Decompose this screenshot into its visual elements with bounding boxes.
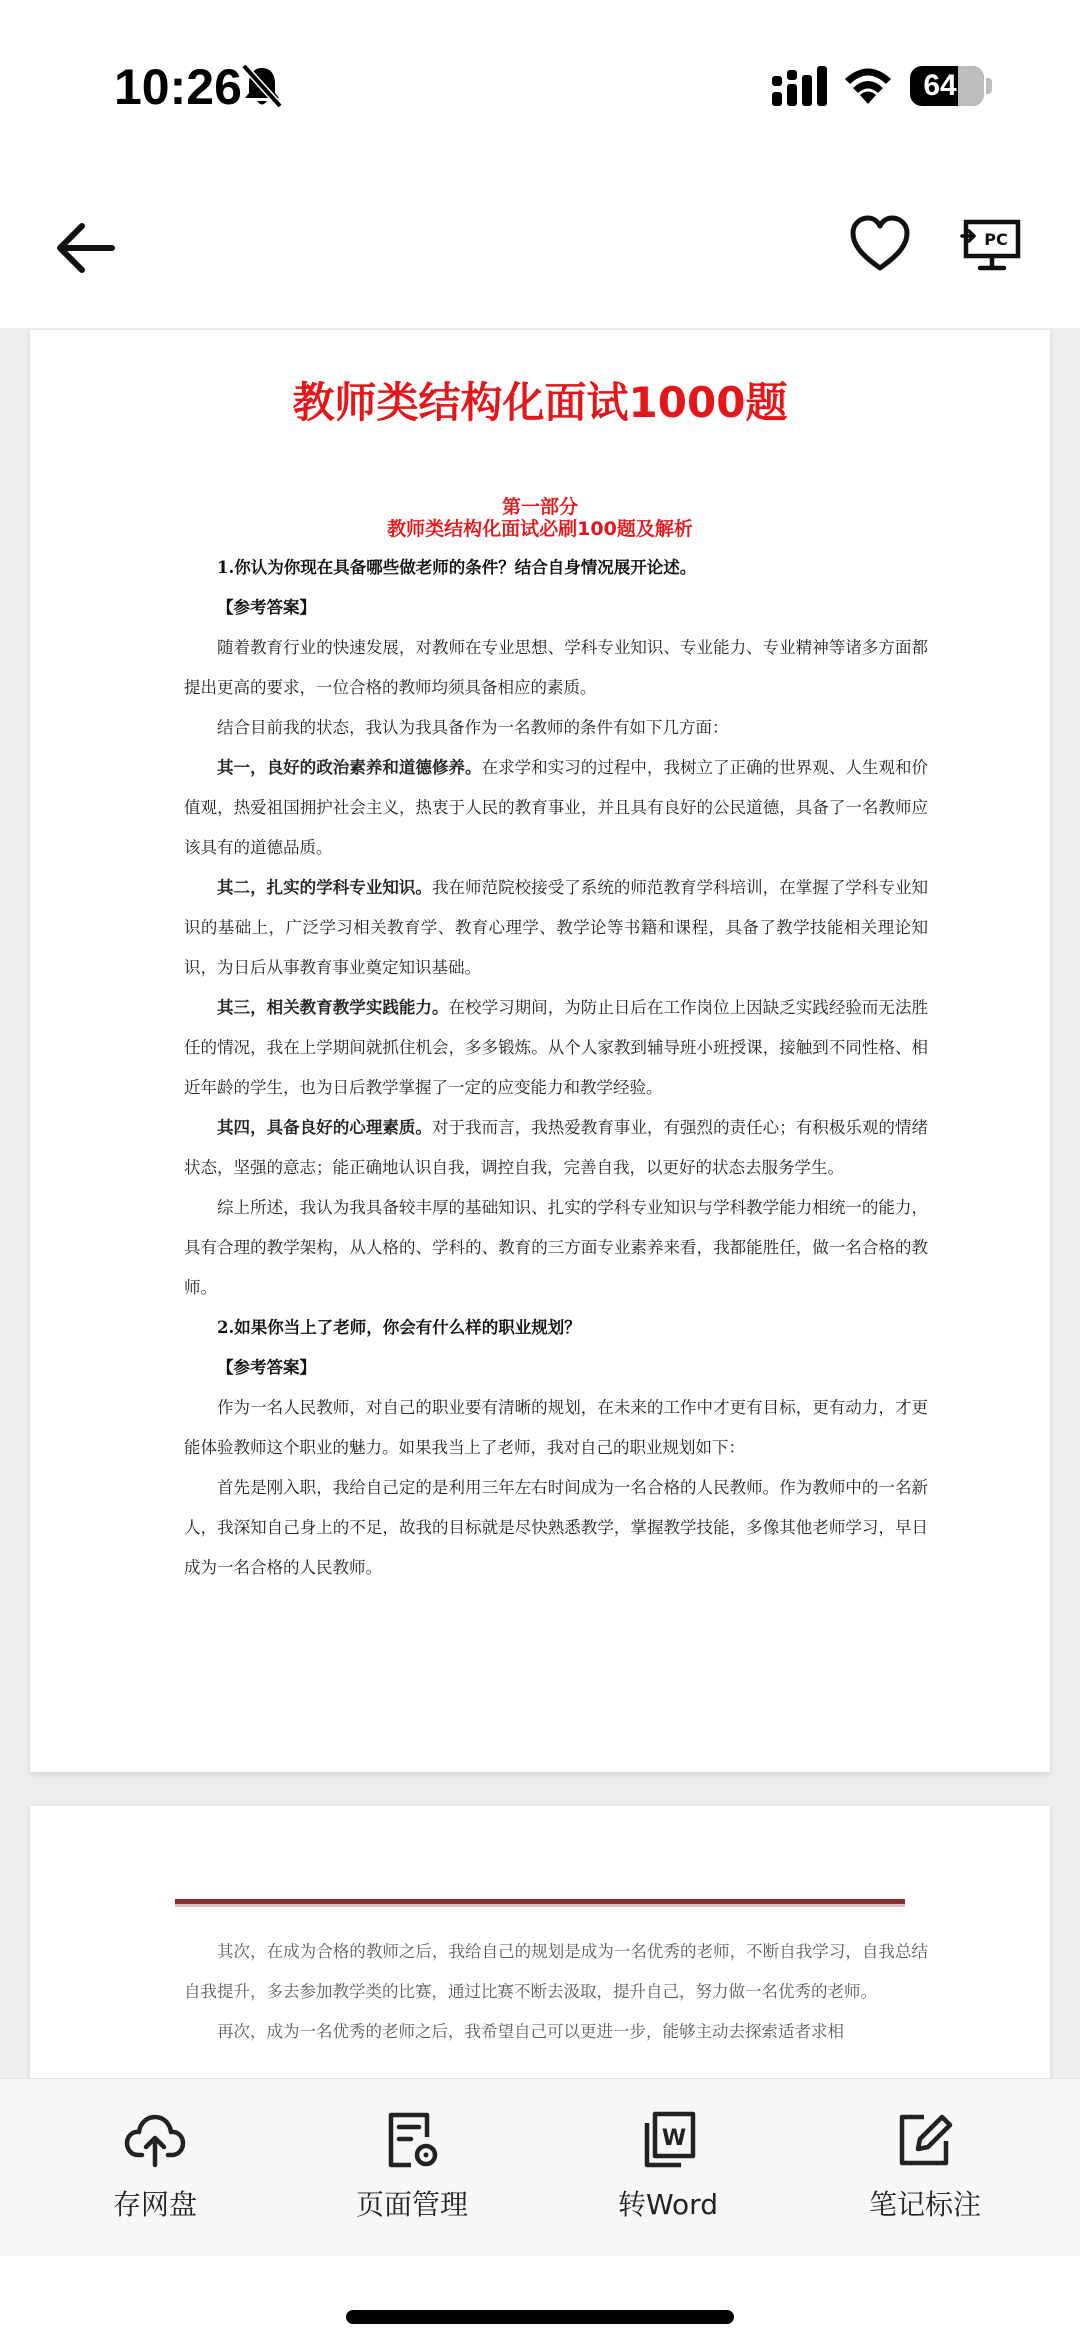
paragraph: 再次，成为一名优秀的老师之后，我希望自己可以更进一步，能够主动去探索适者求相 bbox=[217, 2022, 844, 2041]
point-lead: 其四，具备良好的心理素质。 bbox=[217, 1118, 432, 1137]
point-text: 对于我而言，我热爱教育事业，有强烈的责任心；有积极乐观的情绪状态，坚强的意志；能正确地认识自我，调控自我，完善自我，以更好的状态去服务学生。 bbox=[184, 1118, 929, 1177]
notes-label: 笔记标注 bbox=[868, 2188, 981, 2221]
point-text: 在求学和实习的过程中，我树立了正确的世界观、人生观和价值观，热爱祖国拥护社会主义，热衷于人民的教育事业，并且具有良好的公民道德，具备了一名教师应该具有的道德品质。 bbox=[184, 758, 929, 857]
point-lead: 其二，扎实的学科专业知识。 bbox=[217, 878, 432, 897]
paragraph: 随着教育行业的快速发展，对教师在专业思想、学科专业知识、专业能力、专业精神等诸多方面都提出更高的要求，一位合格的教师均须具备相应的素质。 bbox=[184, 638, 928, 697]
page-settings-icon bbox=[381, 2109, 443, 2171]
edit-note-icon bbox=[894, 2109, 956, 2171]
section-subtitle: 教师类结构化面试必刷100题及解析 bbox=[387, 518, 693, 540]
svg-text:W: W bbox=[661, 2126, 687, 2151]
paragraph: 其次，在成为合格的教师之后，我给自己的规划是成为一名优秀的老师，不断自我学习，自我总结自我提升，多去参加教学类的比赛，通过比赛不断去汲取，提升自己，努力做一名优秀的老师。 bbox=[184, 1942, 928, 2001]
paragraph bbox=[184, 1108, 928, 1188]
back-arrow-icon[interactable] bbox=[50, 216, 120, 280]
page-manage-label: 页面管理 bbox=[355, 2188, 468, 2221]
paragraph: 结合目前我的状态，我认为我具备作为一名教师的条件有如下几方面： bbox=[217, 718, 729, 737]
home-indicator[interactable] bbox=[346, 2310, 734, 2324]
paragraph bbox=[184, 988, 928, 1108]
document-body-2 bbox=[184, 1932, 928, 2052]
status-bar bbox=[0, 0, 1080, 170]
battery-nub bbox=[986, 78, 992, 94]
section-part: 第一部分 bbox=[501, 496, 578, 518]
bottom-toolbar bbox=[0, 2078, 1080, 2256]
document-page-2[interactable] bbox=[30, 1806, 1050, 2106]
question-2: 2.如果你当上了老师，你会有什么样的职业规划？ bbox=[217, 1318, 581, 1337]
heart-icon[interactable] bbox=[848, 214, 912, 274]
document-title: 教师类结构化面试1000题 bbox=[292, 378, 788, 427]
bell-off-icon bbox=[240, 62, 284, 110]
question-1: 1.你认为你现在具备哪些做老师的条件？结合自身情况展开论述。 bbox=[217, 558, 697, 577]
word-icon bbox=[637, 2109, 699, 2171]
point-text: 在校学习期间，为防止日后在工作岗位上因缺乏实践经验而无法胜任的情况，我在上学期间就抓住机会，多多锻炼。从个人家教到辅导班小班授课，接触到不同性格、相近年龄的学生，也为日后教学掌握了一定的应变能力和教学经验。 bbox=[184, 998, 929, 1097]
battery-level: 64 bbox=[923, 69, 957, 102]
answer-label-2: 【参考答案】 bbox=[217, 1358, 316, 1377]
save-cloud-button[interactable] bbox=[45, 2109, 265, 2239]
status-time: 10:26 bbox=[114, 59, 242, 115]
battery-icon bbox=[910, 66, 984, 106]
nav-bar bbox=[0, 170, 1080, 328]
paragraph: 作为一名人民教师，对自己的职业要有清晰的规划，在未来的工作中才更有目标，更有动力，才更能体验教师这个职业的魅力。如果我当上了老师，我对自己的职业规划如下： bbox=[184, 1398, 928, 1457]
send-to-pc-icon[interactable] bbox=[960, 214, 1024, 274]
cloud-upload-icon bbox=[124, 2109, 186, 2171]
wifi-icon bbox=[843, 64, 893, 104]
signal-icon bbox=[772, 66, 828, 106]
point-lead: 其三，相关教育教学实践能力。 bbox=[217, 998, 449, 1017]
point-text: 我在师范院校接受了系统的师范教育学科培训，在掌握了学科专业知识的基础上，广泛学习相关教育学、教育心理学、教学论等书籍和课程，具备了教学技能相关理论知识，为日后从事教育事业奠定知识基础。 bbox=[184, 878, 929, 977]
answer-label-1: 【参考答案】 bbox=[217, 598, 316, 617]
header-rule-shadow bbox=[175, 1904, 905, 1907]
document-body bbox=[184, 548, 928, 1588]
paragraph bbox=[184, 868, 928, 988]
svg-text:PC: PC bbox=[984, 230, 1008, 249]
paragraph bbox=[184, 748, 928, 868]
save-cloud-label: 存网盘 bbox=[112, 2188, 197, 2221]
home-area bbox=[0, 2256, 1080, 2348]
to-word-label: 转Word bbox=[618, 2188, 718, 2221]
point-lead: 其一，良好的政治素养和道德修养。 bbox=[217, 758, 482, 777]
page-manage-button[interactable] bbox=[302, 2109, 522, 2239]
paragraph: 综上所述，我认为我具备较丰厚的基础知识、扎实的学科专业知识与学科教学能力相统一的能力，具有合理的教学架构，从人格的、学科的、教育的三方面专业素养来看，我都能胜任，做一名合格的教师。 bbox=[184, 1198, 928, 1297]
to-word-button[interactable] bbox=[558, 2109, 778, 2239]
paragraph: 首先是刚入职，我给自己定的是利用三年左右时间成为一名合格的人民教师。作为教师中的一名新人，我深知自己身上的不足，故我的目标就是尽快熟悉教学，掌握教学技能，多像其他老师学习，早日成为一名合格的人民教师。 bbox=[184, 1478, 928, 1577]
notes-button[interactable] bbox=[815, 2109, 1035, 2239]
document-page-1[interactable] bbox=[30, 330, 1050, 1772]
